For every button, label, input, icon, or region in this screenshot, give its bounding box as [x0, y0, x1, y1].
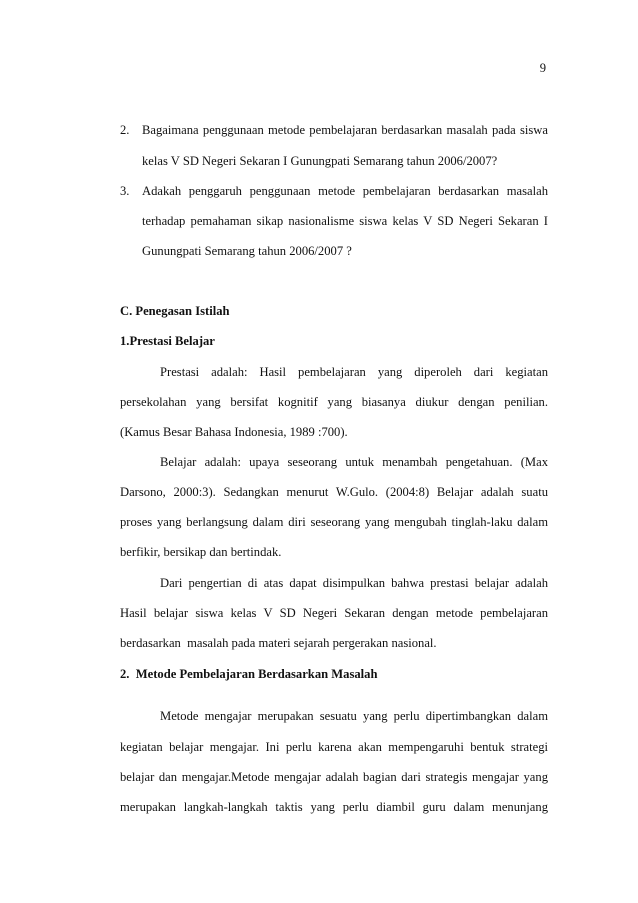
page-number: 9	[539, 61, 546, 75]
subsection-heading-1: 1.Prestasi Belajar	[120, 334, 215, 348]
paragraph-line: belajar dan mengajar.Metode mengajar adalah bagian dari strategis mengajar yang	[120, 770, 548, 784]
list-item-2-line-1	[120, 122, 548, 138]
list-number: 2.	[120, 123, 130, 137]
paragraph-line: persekolahan yang bersifat kognitif yang biasanya diukur dengan penilian.	[120, 395, 548, 409]
paragraph-line: Dari pengertian di atas dapat disimpulkan bahwa prestasi belajar adalah	[160, 576, 548, 590]
list-item-3-line-1	[120, 183, 548, 199]
list-item-2-line-2: kelas V SD Negeri Sekaran I Gunungpati Semarang tahun 2006/2007?	[142, 154, 498, 168]
paragraph-line: Prestasi adalah: Hasil pembelajaran yang diperoleh dari kegiatan	[160, 365, 548, 379]
paragraph-line: berdasarkan masalah pada materi sejarah pergerakan nasional.	[120, 636, 437, 650]
section-heading-c: C. Penegasan Istilah	[120, 304, 230, 318]
paragraph-line: merupakan langkah-langkah taktis yang perlu diambil guru dalam menunjang	[120, 800, 548, 814]
paragraph-line: Hasil belajar siswa kelas V SD Negeri Sekaran dengan metode pembelajaran	[120, 606, 548, 620]
paragraph-line: kegiatan belajar mengajar. Ini perlu karena akan mempengaruhi bentuk strategi	[120, 740, 548, 754]
paragraph-line: proses yang berlangsung dalam diri seseorang yang mengubah tinglah-laku dalam	[120, 515, 548, 529]
list-item-text: Bagaimana penggunaan metode pembelajaran berdasarkan masalah pada siswa	[142, 123, 548, 137]
paragraph-line: Belajar adalah: upaya seseorang untuk menambah pengetahuan. (Max	[160, 455, 548, 469]
list-item-3-line-2: terhadap pemahaman sikap nasionalisme siswa kelas V SD Negeri Sekaran I	[142, 214, 548, 228]
paragraph-line: berfikir, bersikap dan bertindak.	[120, 545, 282, 559]
paragraph-line: (Kamus Besar Bahasa Indonesia, 1989 :700).	[120, 425, 348, 439]
paragraph-line: Metode mengajar merupakan sesuatu yang perlu dipertimbangkan dalam	[160, 709, 548, 723]
list-number: 3.	[120, 184, 130, 198]
list-item-3-line-3: Gunungpati Semarang tahun 2006/2007 ?	[142, 244, 352, 258]
paragraph-line: Darsono, 2000:3). Sedangkan menurut W.Gulo. (2004:8) Belajar adalah suatu	[120, 485, 548, 499]
list-item-text: Adakah penggaruh penggunaan metode pembelajaran berdasarkan masalah	[142, 184, 548, 198]
subsection-heading-2: 2. Metode Pembelajaran Berdasarkan Masalah	[120, 667, 378, 681]
